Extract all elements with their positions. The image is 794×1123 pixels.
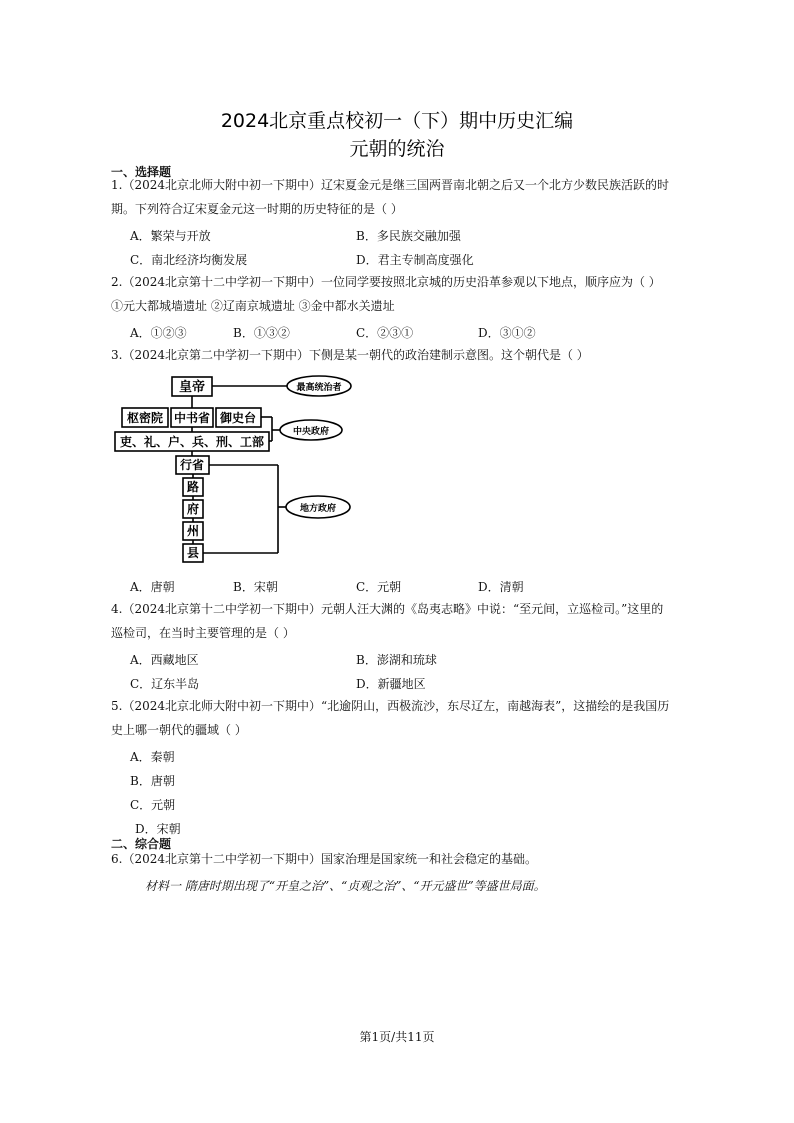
question-5-option-a: A．秦朝 [130, 750, 175, 764]
question-2-line2: ①元大都城墙遗址 ②辽南京城遗址 ③金中都水关遗址 [111, 299, 395, 313]
label-local-government: 地方政府 [299, 504, 337, 514]
label-central-government: 中央政府 [292, 427, 330, 437]
question-4-option-c: C．辽东半岛 [130, 677, 200, 691]
question-3-option-b: B．宋朝 [233, 580, 278, 594]
label-supreme-ruler: 最高统治者 [296, 383, 342, 393]
question-3-option-c: C．元朝 [356, 580, 402, 594]
question-6-line1: 6.（2024北京第十二中学初一下期中）国家治理是国家统一和社会稳定的基础。 [111, 852, 537, 866]
label-yushitai: 御史台 [219, 411, 257, 425]
label-lu: 路 [186, 480, 200, 494]
question-1-option-a: A．繁荣与开放 [130, 229, 211, 243]
label-xian: 县 [186, 546, 200, 560]
question-6-material-1: 材料一 隋唐时期出现了“开皇之治”、“贞观之治”、“开元盛世”等盛世局面。 [145, 879, 546, 893]
question-4-option-a: A．西藏地区 [130, 653, 199, 667]
question-4-line1: 4.（2024北京第十二中学初一下期中）元朝人汪大渊的《岛夷志略》中说：“至元间，立巡检司。”这里的 [111, 602, 664, 616]
political-structure-diagram [110, 372, 360, 567]
question-1-line2: 期。下列符合辽宋夏金元这一时期的历史特征的是（ ） [111, 202, 403, 216]
label-zhou: 州 [186, 524, 200, 538]
question-2-option-a: A．①②③ [130, 326, 187, 340]
question-2-option-c: C．②③① [356, 326, 414, 340]
question-1-line1: 1.（2024北京北师大附中初一下期中）辽宋夏金元是继三国两晋南北朝之后又一个北方少数民族活跃的时 [111, 178, 669, 192]
question-3-option-d: D．清朝 [478, 580, 524, 594]
question-2-option-d: D．③①② [478, 326, 536, 340]
question-1-option-b: B．多民族交融加强 [356, 229, 461, 243]
page-title: 2024北京重点校初一（下）期中历史汇编 [220, 110, 574, 132]
page-subtitle: 元朝的统治 [349, 138, 445, 160]
label-fu: 府 [186, 502, 200, 516]
question-4-option-d: D．新疆地区 [356, 677, 426, 691]
label-shumiyuan: 枢密院 [126, 411, 164, 425]
label-six-ministries: 吏、礼、户、兵、刑、工部 [119, 435, 265, 449]
question-5-option-c: C．元朝 [130, 798, 176, 812]
section-heading-choice: 一、选择题 [111, 165, 172, 179]
section-heading-comprehensive: 二、综合题 [111, 837, 172, 851]
question-4-option-b: B．澎湖和琉球 [356, 653, 437, 667]
question-5-option-d: D．宋朝 [135, 822, 181, 836]
question-5-option-b: B．唐朝 [130, 774, 175, 788]
question-1-option-c: C．南北经济均衡发展 [130, 253, 248, 267]
label-emperor: 皇帝 [178, 380, 206, 395]
question-3-option-a: A．唐朝 [130, 580, 175, 594]
question-2-line1: 2.（2024北京第十二中学初一下期中）一位同学要按照北京城的历史沿革参观以下地点，顺序应为（ ） [111, 275, 661, 289]
label-zhongshusheng: 中书省 [173, 411, 211, 425]
question-5-line2: 史上哪一朝代的疆域（ ） [111, 723, 247, 737]
question-1-option-d: D．君主专制高度强化 [356, 253, 474, 267]
page-number: 第1页/共11页 [359, 1030, 435, 1044]
label-xingsheng: 行省 [179, 458, 205, 472]
question-2-option-b: B．①③② [233, 326, 290, 340]
question-4-line2: 巡检司，在当时主要管理的是（ ） [111, 626, 295, 640]
question-5-line1: 5.（2024北京北师大附中初一下期中）“北逾阴山，西极流沙，东尽辽左，南越海表”，这描绘的是我国历 [111, 699, 670, 713]
question-3-line1: 3.（2024北京第二中学初一下期中）下侧是某一朝代的政治建制示意图。这个朝代是（ ） [111, 348, 589, 362]
